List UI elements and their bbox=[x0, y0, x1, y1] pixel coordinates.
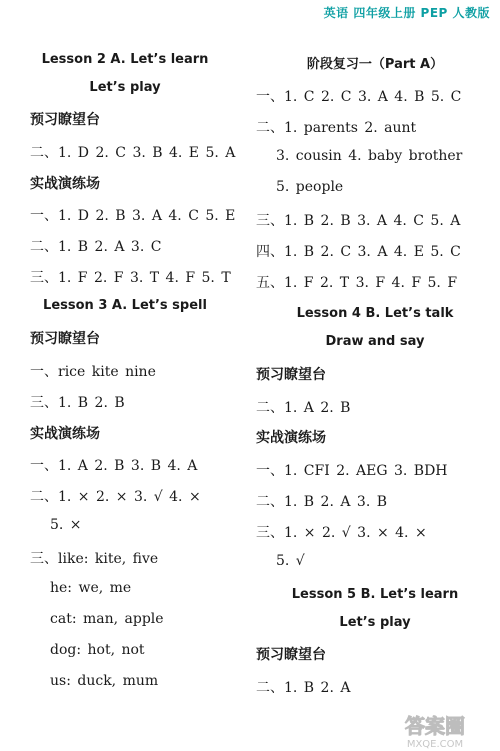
section-title: 实战演练场 bbox=[30, 426, 100, 442]
answer-line: 五、1. F 2. T 3. F 4. F 5. F bbox=[256, 275, 458, 291]
watermark-logo bbox=[376, 709, 494, 749]
lesson-heading: Let’s play bbox=[89, 80, 161, 95]
lesson-heading: Lesson 4 B. Let’s talk bbox=[296, 306, 454, 321]
answer-line: 三、1. B 2. B bbox=[30, 395, 125, 411]
section-title: 预习瞭望台 bbox=[256, 647, 326, 663]
answer-line: 二、1. B 2. A bbox=[256, 680, 351, 696]
answer-line: dog: hot, not bbox=[50, 642, 145, 658]
answer-line: 二、1. B 2. A 3. B bbox=[256, 494, 388, 510]
answer-line: 3. cousin 4. baby brother bbox=[276, 148, 463, 164]
lesson-heading: Let’s play bbox=[339, 615, 411, 630]
answer-line: he: we, me bbox=[50, 580, 132, 596]
lesson-heading: 阶段复习一（Part A） bbox=[306, 57, 444, 72]
answer-line: 一、1. A 2. B 3. B 4. A bbox=[30, 458, 198, 474]
answer-line: 二、1. A 2. B bbox=[256, 400, 351, 416]
answer-line: 二、1. D 2. C 3. B 4. E 5. A bbox=[30, 145, 236, 161]
section-title: 实战演练场 bbox=[256, 430, 326, 446]
answer-line: 二、1. B 2. A 3. C bbox=[30, 239, 162, 255]
lesson-heading: Lesson 5 B. Let’s learn bbox=[291, 587, 459, 602]
answer-line: 三、1. B 2. B 3. A 4. C 5. A bbox=[256, 213, 461, 229]
answer-line: 一、1. CFI 2. AEG 3. BDH bbox=[256, 463, 448, 479]
answer-line: 三、like: kite, five bbox=[30, 551, 159, 567]
answer-line: cat: man, apple bbox=[50, 611, 164, 627]
page-header: 英语 四年级上册 PEP 人教版 bbox=[323, 6, 490, 20]
section-title: 预习瞭望台 bbox=[30, 112, 100, 128]
section-title: 预习瞭望台 bbox=[256, 367, 326, 383]
answer-line: 四、1. B 2. C 3. A 4. E 5. C bbox=[256, 244, 461, 260]
answer-line: 5. × bbox=[50, 517, 82, 533]
answer-line: us: duck, mum bbox=[50, 673, 159, 689]
answer-line: 一、rice kite nine bbox=[30, 364, 156, 380]
answer-line: 三、1. × 2. √ 3. × 4. × bbox=[256, 525, 427, 541]
answer-line: 一、1. C 2. C 3. A 4. B 5. C bbox=[256, 89, 462, 105]
answer-line: 5. √ bbox=[276, 553, 305, 569]
section-title: 预习瞭望台 bbox=[30, 331, 100, 347]
answer-line: 三、1. F 2. F 3. T 4. F 5. T bbox=[30, 270, 231, 286]
lesson-heading: Draw and say bbox=[325, 334, 425, 349]
watermark-sub: MXQE.COM bbox=[406, 739, 464, 749]
answer-line: 5. people bbox=[276, 179, 344, 195]
lesson-heading: Lesson 2 A. Let’s learn bbox=[41, 52, 209, 67]
lesson-heading: Lesson 3 A. Let’s spell bbox=[43, 298, 207, 313]
answer-line: 一、1. D 2. B 3. A 4. C 5. E bbox=[30, 208, 236, 224]
answer-line: 二、1. parents 2. aunt bbox=[256, 120, 417, 136]
answer-line: 二、1. × 2. × 3. √ 4. × bbox=[30, 489, 201, 505]
watermark-text: 答案圈 bbox=[405, 714, 465, 738]
section-title: 实战演练场 bbox=[30, 176, 100, 192]
